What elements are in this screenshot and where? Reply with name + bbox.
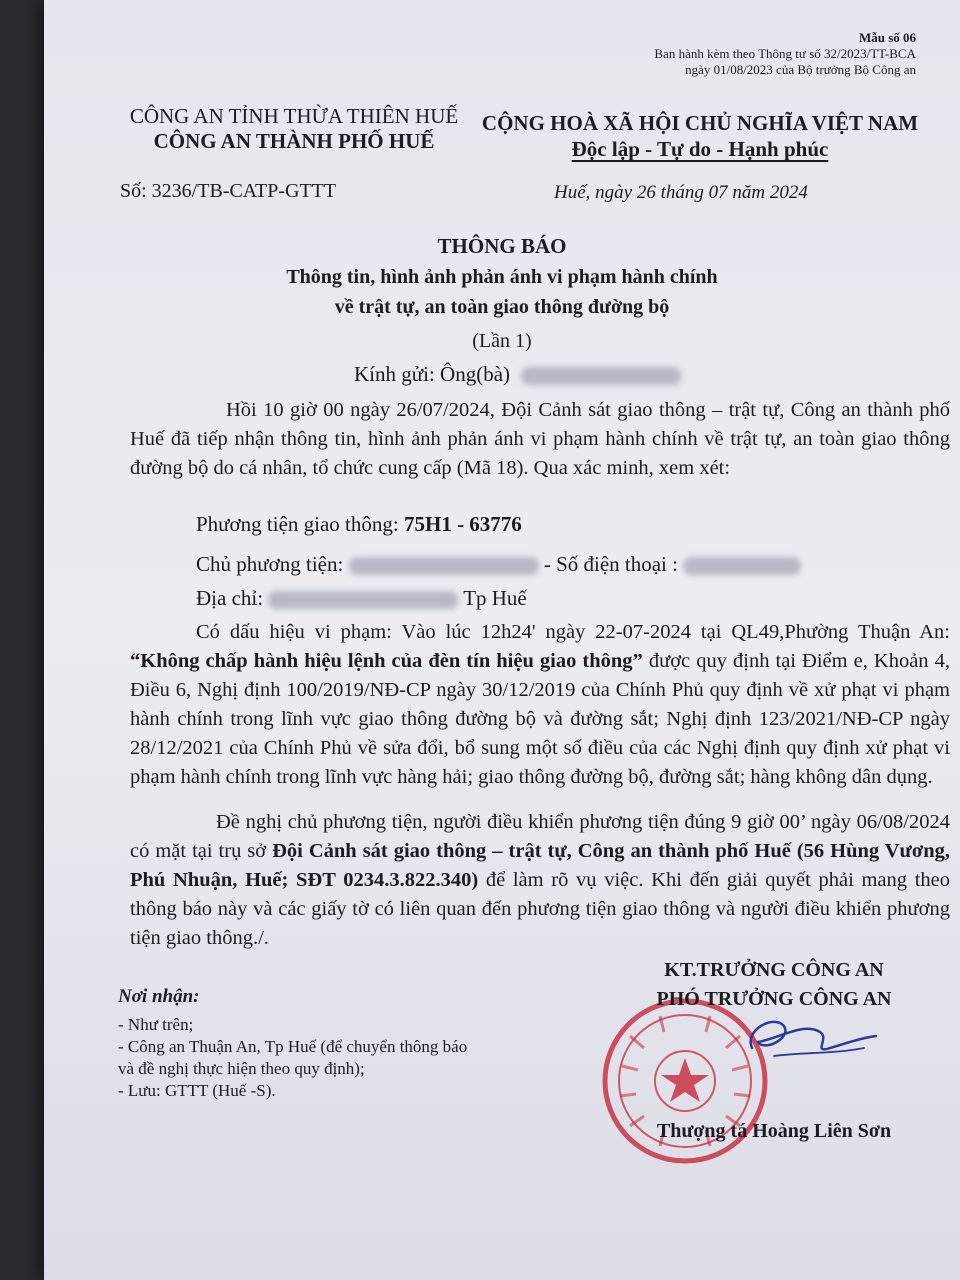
- signer-name: Thượng tá Hoàng Liên Sơn: [656, 1120, 892, 1142]
- owner-row: [196, 552, 801, 577]
- violation-name: “Không chấp hành hiệu lệnh của đèn tín hiệu giao thông”: [130, 650, 643, 672]
- signature-title-line1: KT.TRƯỞNG CÔNG AN: [664, 959, 884, 981]
- recipients-title: Nơi nhận:: [118, 986, 200, 1007]
- request-intro: Đề nghị chủ phương tiện, người điều khiển phương tiện đúng 9 giờ 00’ ngày 06/08/2024 có mặt tại trụ sở: [130, 811, 950, 862]
- paragraph-violation: [130, 618, 950, 792]
- address-label: Địa chỉ:: [196, 586, 269, 610]
- country-name: CỘNG HOÀ XÃ HỘI CHỦ NGHĨA VIỆT NAM: [481, 111, 919, 135]
- document-subtitle-2: về trật tự, an toàn giao thông đường bộ: [334, 296, 670, 318]
- redacted-address: [268, 591, 458, 609]
- recipient-item: - Lưu: GTTT (Huế -S).: [118, 1081, 276, 1100]
- agency-name: CÔNG AN THÀNH PHỐ HUẾ: [153, 129, 435, 153]
- recipient-item: - Công an Thuận An, Tp Huế (để chuyển thông báo: [118, 1037, 468, 1056]
- request-office: Đội Cảnh sát giao thông – trật tự, Công an thành phố Huế (56 Hùng Vương, Phú Nhuận, Huế; SĐT 0234.3.822.340): [130, 840, 950, 891]
- national-header: [480, 110, 920, 162]
- addressee: [354, 362, 681, 387]
- address-city: Tp Huế: [463, 586, 527, 610]
- recipient-item: - Như trên;: [118, 1015, 194, 1034]
- place-date: Huế, ngày 26 tháng 07 năm 2024: [554, 182, 808, 203]
- signature-title-line2: PHÓ TRƯỞNG CÔNG AN: [656, 988, 892, 1010]
- paragraph-intro: Hồi 10 giờ 00 ngày 26/07/2024, Đội Cảnh sát giao thông – trật tự, Công an thành phố Huế đã tiếp nhận thông tin, hình ảnh phản ánh vi phạm hành chính về trật tự, an toàn giao thông đường bộ do cá nhân, tổ chức cung cấp (Mã 18). Qua xác minh, xem xét:: [130, 399, 950, 479]
- form-code: [654, 30, 916, 78]
- redacted-phone: [683, 557, 801, 575]
- national-motto: Độc lập - Tự do - Hạnh phúc: [571, 137, 829, 161]
- phone-label: - Số điện thoại :: [543, 552, 684, 576]
- redacted-owner: [349, 557, 539, 575]
- violation-legal-basis: được quy định tại Điểm e, Khoản 4, Điều 6, Nghị định 100/2019/NĐ-CP ngày 30/12/2019 của Chính Phủ quy định về xử phạt vi phạm hành chính trong lĩnh vực giao thông đường bộ và đường sắt; Nghị định 123/2021/NĐ-CP ngày 28/12/2021 của Chính Phủ về sửa đổi, bổ sung một số điều của các Nghị định quy định xử phạt vi phạm hành chính trong lĩnh vực hàng hải; giao thông đường bộ, đường sắt; hàng không dân dụng.: [130, 650, 950, 788]
- form-issuance-line2: ngày 01/08/2023 của Bộ trưởng Bộ Công an: [685, 62, 916, 77]
- vehicle-plate: 75H1 - 63776: [403, 512, 522, 536]
- handwritten-signature: [734, 1008, 884, 1068]
- agency-parent: CÔNG AN TỈNH THỪA THIÊN HUẾ: [129, 104, 459, 128]
- recipient-item: và đề nghị thực hiện theo quy định);: [118, 1059, 365, 1078]
- issuing-agency: [96, 104, 492, 154]
- violation-intro: Có dấu hiệu vi phạm: Vào lúc 12h24' ngày 22-07-2024 tại QL49,Phường Thuận An:: [196, 621, 950, 643]
- addressee-label: Kính gửi: Ông(bà): [354, 362, 511, 386]
- form-number: Mẫu số 06: [858, 30, 916, 45]
- document-number: Số: 3236/TB-CATP-GTTT: [120, 180, 337, 202]
- paragraph-request: [130, 808, 950, 953]
- address-row: [196, 586, 527, 611]
- signature-title: [604, 956, 944, 1014]
- document-subtitle-1: Thông tin, hình ảnh phản ánh vi phạm hành chính: [286, 266, 718, 288]
- document-title: THÔNG BÁO: [437, 234, 567, 258]
- vehicle-label: Phương tiện giao thông:: [196, 512, 404, 536]
- vehicle-row: [196, 512, 522, 537]
- document-page: [44, 0, 960, 1280]
- notice-times: (Lần 1): [472, 330, 532, 352]
- form-issuance-line1: Ban hành kèm theo Thông tư số 32/2023/TT-BCA: [654, 46, 916, 61]
- recipients: [118, 986, 467, 1102]
- redacted-name: [521, 367, 681, 385]
- owner-label: Chủ phương tiện:: [196, 552, 349, 576]
- request-rest: để làm rõ vụ việc. Khi đến giải quyết phải mang theo thông báo này và các giấy tờ có liên quan đến phương tiện giao thông và người điều khiển phương tiện giao thông./.: [130, 869, 950, 949]
